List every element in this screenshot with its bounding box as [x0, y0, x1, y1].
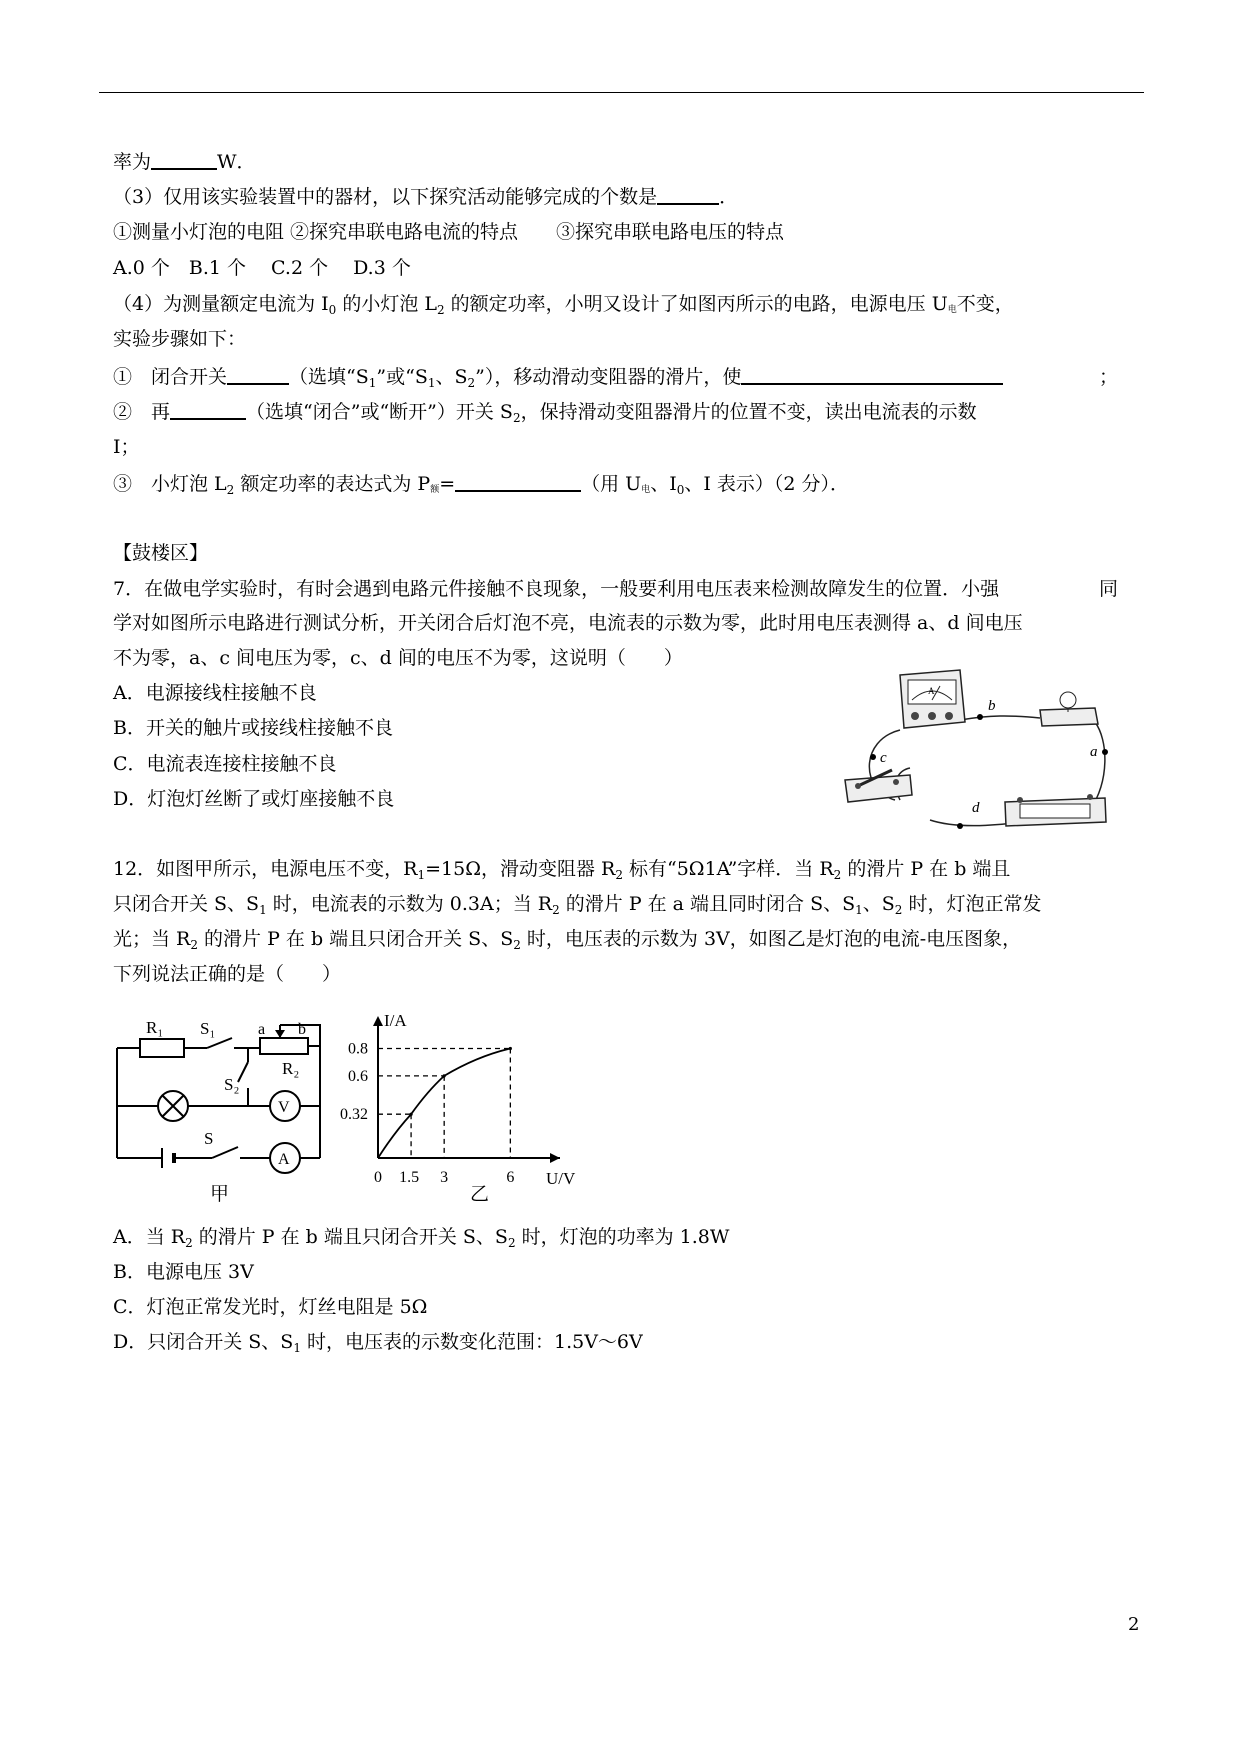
q7-option-d[interactable]: D．灯泡灯丝断了或灯座接触不良: [113, 788, 395, 810]
q12-option-b[interactable]: B．电源电压 3V: [113, 1261, 254, 1283]
q6-step1: ① 闭合开关 （选填“$S_1$”或“$S_1$、$S_2$”），移动滑动变阻器的滑片，使 ；: [113, 366, 1118, 390]
answer-blank[interactable]: [455, 472, 581, 492]
fig-caption-jia: 甲: [210, 1184, 230, 1205]
answer-blank[interactable]: [741, 365, 1003, 385]
q6-part3: （3）仅用该实验装置中的器材，以下探究活动能够完成的个数是 ．: [113, 186, 739, 208]
label-r2: R₂: [282, 1059, 300, 1078]
q6-step2-cont: I；: [113, 436, 140, 458]
q7-line1: 7．在做电学实验时，有时会遇到电路元件接触不良现象，一般要利用电压表来检测故障发生的位置．小强 同: [113, 578, 1118, 600]
x-axis-label: U/V: [546, 1169, 576, 1188]
q7-circuit-figure: [840, 660, 1115, 835]
q12-option-c[interactable]: C．灯泡正常发光时，灯丝电阻是 5Ω: [113, 1296, 428, 1318]
x-tick-label: 3: [440, 1169, 449, 1186]
label-a: a: [1090, 744, 1098, 760]
header-rule: [99, 92, 1144, 93]
label-c: c: [880, 750, 887, 766]
switch-s1: [207, 1038, 232, 1048]
q12-circuit-jia: [112, 1010, 327, 1205]
q12-line2: 只闭合开关 S、$S_1$ 时，电流表的示数为 0.3A；当 $R_2$ 的滑片 P 在 a 端且同时闭合 S、$S_1$、$S_2$ 时，灯泡正常发: [113, 893, 1042, 917]
rheostat-r2: [260, 1038, 308, 1054]
node-d: [957, 823, 963, 829]
ammeter-icon: [900, 670, 965, 728]
label-b: b: [988, 698, 996, 714]
x-axis-arrow: [550, 1153, 560, 1163]
x-tick-label: 6: [506, 1169, 515, 1186]
answer-blank[interactable]: [151, 150, 217, 170]
lamp-icon: [158, 1091, 188, 1121]
q7-option-b[interactable]: B．开关的触片或接线柱接触不良: [113, 717, 393, 739]
q7-option-c[interactable]: C．电流表连接柱接触不良: [113, 753, 337, 775]
q7-option-a[interactable]: A．电源接线柱接触不良: [113, 682, 317, 704]
label-s1: S₁: [200, 1019, 216, 1038]
data-point: [409, 1113, 412, 1116]
fig-caption-yi: 乙: [470, 1184, 490, 1205]
q12-option-d[interactable]: D．只闭合开关 S、$S_1$ 时，电压表的示数变化范围：1.5V～6V: [113, 1331, 643, 1355]
voltmeter-icon: [270, 1091, 300, 1121]
answer-blank[interactable]: [227, 365, 289, 385]
ammeter-icon: [270, 1143, 300, 1173]
wire: [960, 716, 1040, 720]
switch-s2: [238, 1062, 248, 1082]
svg-text:A: A: [278, 1151, 290, 1168]
q12-line1: 12．如图甲所示，电源电压不变，$R_1=15\Omega$，滑动变阻器 $R_2$ 标有“5Ω1A”字样．当 $R_2$ 的滑片 P 在 b 端且: [113, 858, 1011, 882]
node-a: [1102, 749, 1108, 755]
battery-icon: [1005, 794, 1106, 826]
label-s: S: [204, 1129, 214, 1148]
data-point: [509, 1047, 512, 1050]
label-b: b: [298, 1021, 306, 1038]
data-point: [443, 1074, 446, 1077]
y-tick-label: 0.8: [348, 1040, 368, 1058]
answer-blank[interactable]: [657, 185, 719, 205]
x-tick-label: 1.5: [399, 1169, 420, 1186]
meter-letter: A: [928, 686, 935, 696]
lamp-icon: [1040, 692, 1098, 726]
label-a: a: [258, 1021, 266, 1038]
resistor-r1: [140, 1039, 184, 1057]
y-tick-label: 0.6: [348, 1067, 368, 1085]
q6-part3-items: ①测量小灯泡的电阻 ②探究串联电路电流的特点 ③探究串联电路电压的特点: [113, 221, 785, 243]
q6-line-power: 率为 W．: [113, 151, 256, 173]
q6-part4-line2: 实验步骤如下：: [113, 328, 247, 350]
slider-arrow-icon: [275, 1030, 285, 1038]
q6-part3-options: A.0 个 B.1 个 C.2 个 D.3 个: [113, 257, 411, 279]
q6-step2: ② 再 （选填“闭合”或“断开”）开关 $S_2$，保持滑动变阻器滑片的位置不变，读出电流表的示数: [113, 401, 977, 425]
q12-graph-yi: [340, 1010, 600, 1205]
page-number: 2: [1128, 1614, 1140, 1635]
q12-line4: 下列说法正确的是（ ）: [113, 963, 342, 985]
q12-line3: 光；当 $R_2$ 的滑片 P 在 b 端且只闭合开关 S、$S_2$ 时，电压表的示数为 3V，如图乙是灯泡的电流-电压图象，: [113, 928, 1022, 952]
svg-text:V: V: [278, 1099, 290, 1116]
answer-blank[interactable]: [170, 400, 246, 420]
q12-option-a[interactable]: A．当 $R_2$ 的滑片 P 在 b 端且只闭合开关 S、$S_2$ 时，灯泡的功率为 1.8W: [113, 1226, 730, 1250]
q6-step3: ③ 小灯泡 $L_2$ 额定功率的表达式为 P额= （用 U电、$I_0$、I 表示）（2 分）．: [113, 473, 850, 497]
node-c: [870, 754, 876, 760]
switch-s: [212, 1147, 238, 1158]
q7-line2: 学对如图所示电路进行测试分析，开关闭合后灯泡不亮，电流表的示数为零，此时用电压表测得 a、d 间电压: [113, 612, 1023, 634]
q7-line3: 不为零，a、c 间电压为零，c、d 间的电压不为零，这说明（ ）: [113, 647, 683, 669]
y-axis-arrow: [373, 1016, 383, 1026]
x-tick-label: 0: [374, 1169, 382, 1186]
node-b: [977, 714, 983, 720]
section-title: 【鼓楼区】: [113, 542, 209, 564]
y-axis-label: I/A: [384, 1011, 407, 1030]
label-d: d: [972, 800, 980, 816]
q6-part4-line1: （4）为测量额定电流为 $I_0$ 的小灯泡 $L_2$ 的额定功率，小明又设计了如图丙所示的电路，电源电压 U电不变，: [113, 293, 1014, 317]
y-tick-label: 0.32: [340, 1106, 368, 1124]
label-r1: R₁: [146, 1018, 164, 1037]
switch-icon: [845, 770, 912, 802]
label-s2: S₂: [224, 1075, 240, 1094]
